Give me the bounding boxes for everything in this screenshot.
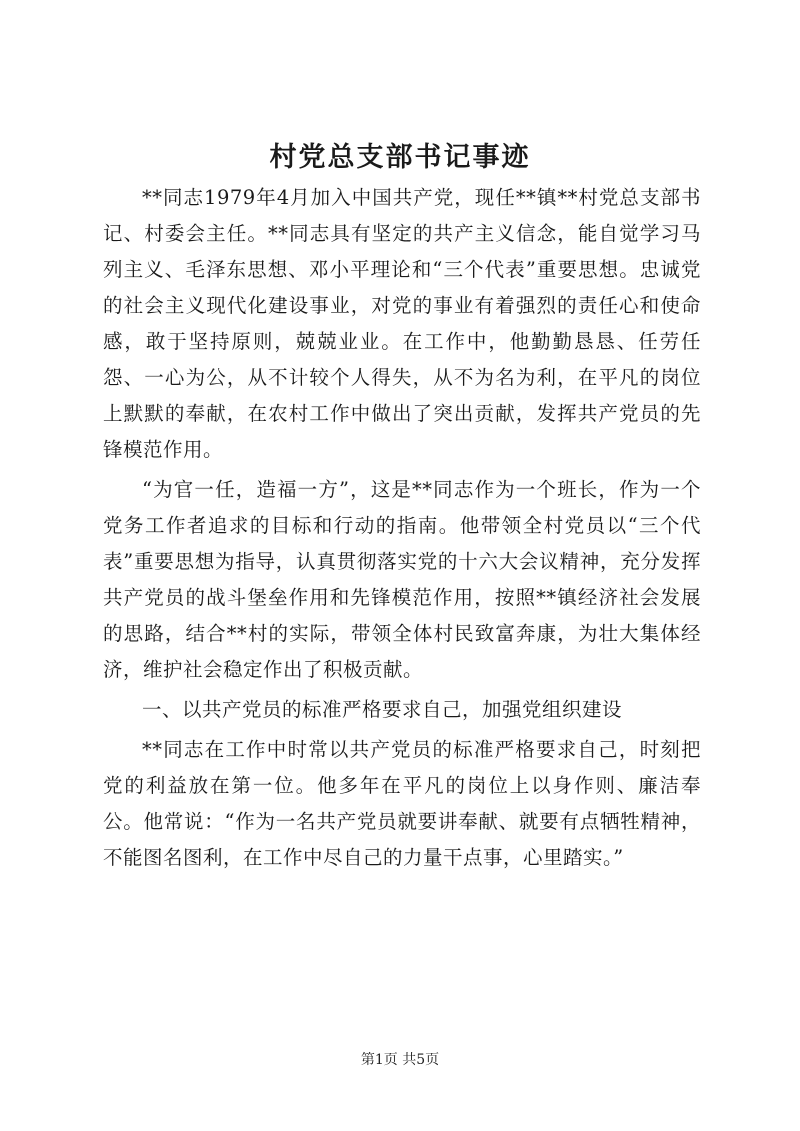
paragraph-intro: **同志1979年4月加入中国共产党，现任**镇**村党总支部书记、村委会主任。**同志具有坚定的共产主义信念，能自觉学习马列主义、毛泽东思想、邓小平理论和“三个代表”重要思想。忠诚党的社会主义现代化建设事业，对党的事业有着强烈的责任心和使命感，敢于坚持原则，兢兢业业。在工作中，他勤勤恳恳、任劳任怨、一心为公，从不计较个人得失，从不为名为利，在平凡的岗位上默默的奉献，在农村工作中做出了突出贡献，发挥共产党员的先锋模范作用。 <box>103 186 701 461</box>
paragraph-section-1: **同志在工作中时常以共产党员的标准严格要求自己，时刻把党的利益放在第一位。他多年在平凡的岗位上以身作则、廉洁奉公。他常说：“作为一名共产党员就要讲奉献、就要有点牺牲精神，不能图名图利，在工作中尽自己的力量干点事，心里踏实。” <box>103 738 701 869</box>
document-title: 村党总支部书记事迹 <box>269 142 531 173</box>
page-number-footer: 第1页 共5页 <box>360 1052 440 1068</box>
section-heading-1: 一、以共产党员的标准严格要求自己，加强党组织建设 <box>142 698 623 721</box>
paragraph-mission: “为官一任，造福一方”，这是**同志作为一个班长，作为一个党务工作者追求的目标和行动的指南。他带领全村党员以“三个代表”重要思想为指导，认真贯彻落实党的十六大会议精神，充分发挥共产党员的战斗堡垒作用和先锋模范作用，按照**镇经济社会发展的思路，结合**村的实际，带领全体村民致富奔康，为壮大集体经济，维护社会稳定作出了积极贡献。 <box>103 478 701 681</box>
document-body <box>103 180 701 876</box>
